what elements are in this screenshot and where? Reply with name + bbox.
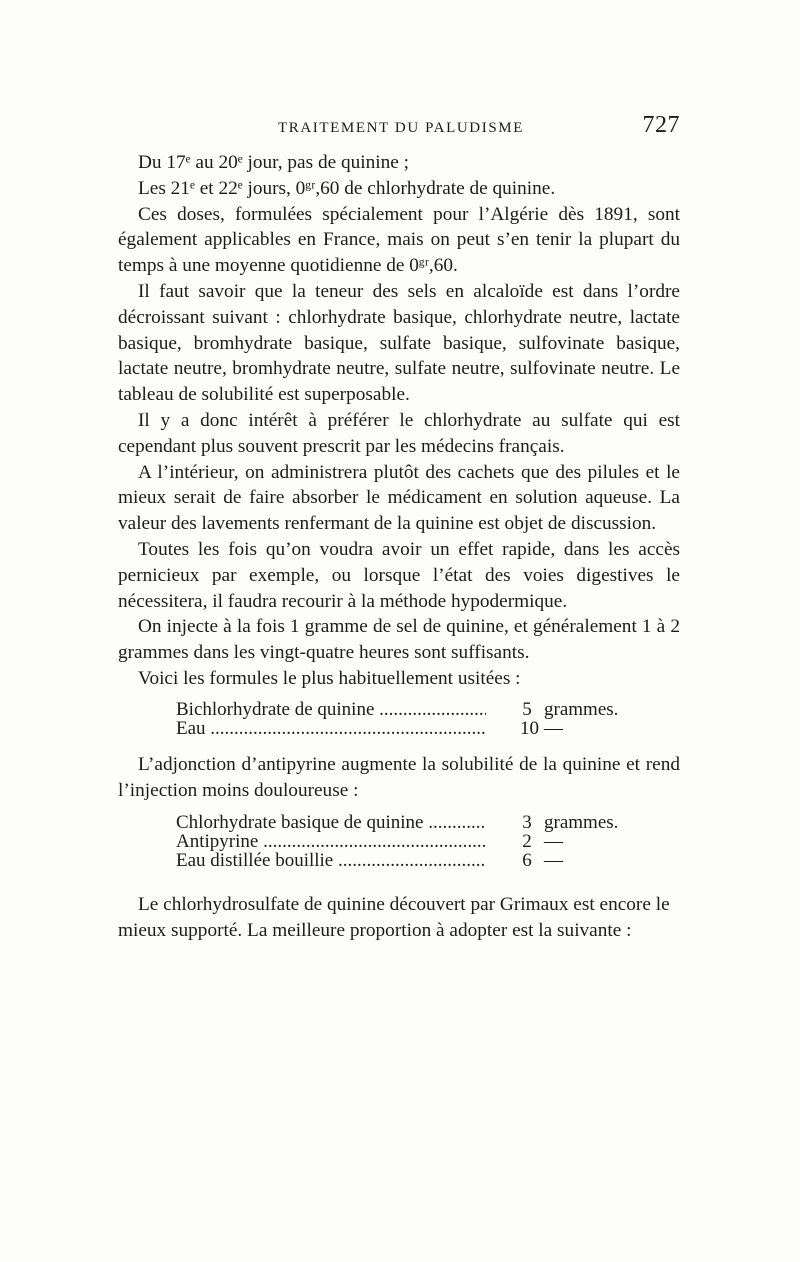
ingredient-quantity: 2 (522, 831, 532, 853)
formula-row (176, 719, 626, 738)
ingredient-name: Antipyrine ..... (176, 832, 486, 851)
ingredient-quantity: 10 (520, 717, 539, 739)
paragraph: Les 21ᵉ et 22ᵉ jours, 0ᵍʳ,60 de chlorhydrate de quinine. (138, 177, 556, 199)
paragraph: On injecte à la fois 1 gramme de sel de quinine, et généralement 1 à 2 grammes dans les vingt-quatre heures sont suffisants. (118, 616, 680, 664)
formula-antipyrine (176, 813, 626, 870)
paragraph: L’adjonction d’antipyrine augmente la solubilité de la quinine et rend l’injection moins douloureuse : (118, 753, 680, 801)
ingredient-quantity: 5 (522, 698, 532, 720)
paragraph: Ces doses, formulées spécialement pour l’Algérie dès 1891, sont également applicables en France, mais on peut s’en tenir la plupart du temps à une moyenne quotidienne de 0ᵍʳ,60. (118, 203, 680, 277)
paragraph: Il faut savoir que la teneur des sels en alcaloïde est dans l’ordre décroissant suivant : chlorhydrate basique, chlorhydrate neutre, lactate basique, bromhydrate basique, sulfate basique, sulfovinate basique, lactate neutre, bromhydrate neutre, sulfate neutre, sulfovinate neutre. Le tableau de solubilité est superposable. (118, 280, 680, 406)
ingredient-quantity: 6 (522, 850, 532, 872)
formula-row (176, 700, 626, 719)
ingredient-unit: — (544, 850, 563, 872)
paragraph: Il y a donc intérêt à préférer le chlorhydrate au sulfate qui est cependant plus souvent prescrit par les médecins français. (118, 409, 680, 457)
formula-row (176, 851, 626, 870)
paragraph: Du 17ᵉ au 20ᵉ jour, pas de quinine ; (138, 152, 409, 173)
formula-row (176, 832, 626, 851)
ingredient-unit: — (544, 831, 563, 853)
paragraph: Le chlorhydrosulfate de quinine découvert par Grimaux est encore le mieux supporté. La meilleure proportion à adopter est la suivante : (118, 894, 670, 942)
ingredient-name: Bichlorhydrate de quinine ..... (176, 700, 486, 719)
paragraph: Voici les formules le plus habituellement usitées : (138, 667, 521, 689)
running-title: TRAITEMENT DU PALUDISME (278, 120, 524, 136)
paragraph: Toutes les fois qu’on voudra avoir un effet rapide, dans les accès pernicieux par exemple, ou lorsque l’état des voies digestives le nécessitera, il faudra recourir à la méthode hypodermique. (118, 538, 680, 612)
ingredient-unit: grammes. (544, 812, 619, 834)
ingredient-unit: — (544, 717, 563, 739)
ingredient-name: Chlorhydrate basique de quinine ..... (176, 813, 486, 832)
ingredient-unit: grammes. (544, 698, 619, 720)
formula-row (176, 813, 626, 832)
ingredient-name: Eau ..... (176, 719, 486, 738)
page-header (118, 112, 680, 142)
paragraph: A l’intérieur, on administrera plutôt des cachets que des pilules et le mieux serait de faire absorber le médicament en solution aqueuse. La valeur des lavements renfermant de la quinine est objet de discussion. (118, 461, 680, 535)
ingredient-quantity: 3 (522, 812, 532, 834)
body-text (118, 150, 680, 944)
page-number: 727 (642, 112, 680, 138)
formula-bichlorhydrate (176, 700, 626, 738)
ingredient-name: Eau distillée bouillie ..... (176, 851, 486, 870)
